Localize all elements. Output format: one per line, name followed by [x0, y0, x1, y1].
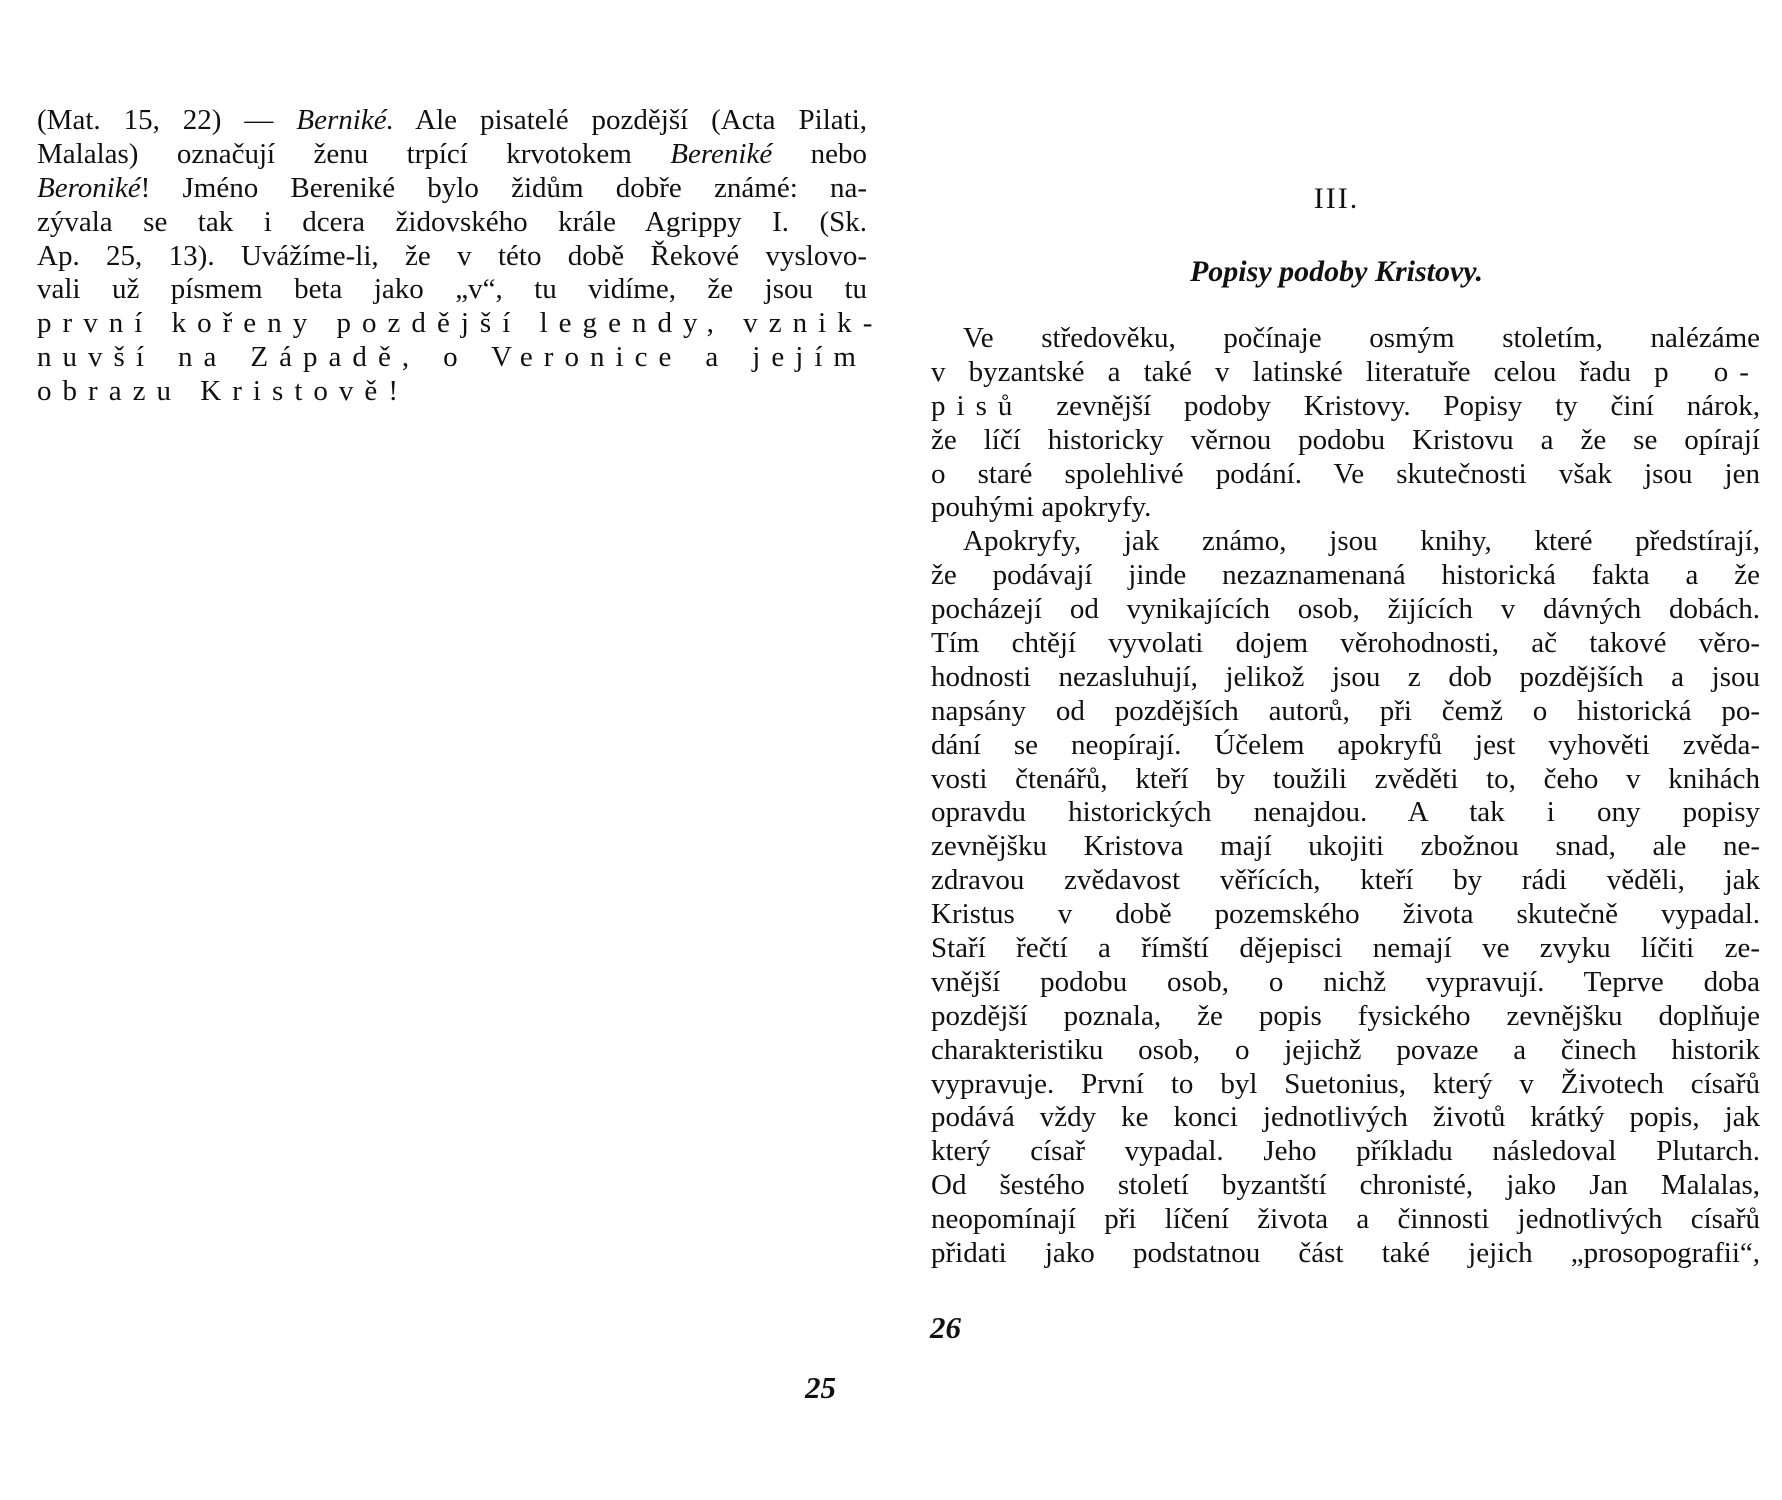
text-line — [931, 864, 1760, 898]
text-line — [931, 830, 1760, 864]
text-segment: pouhými apokryfy. — [931, 491, 1152, 524]
text-segment: o staré spolehlivé podání. Ve skutečnosti však jsou jen — [931, 457, 1760, 490]
right-page-text — [931, 322, 1760, 1271]
text-line — [931, 898, 1760, 932]
page-number-left: 25 — [805, 1370, 836, 1405]
text-line — [931, 424, 1760, 458]
italic-name: Berniké. — [296, 104, 394, 136]
text-line — [37, 172, 867, 206]
text-line — [931, 729, 1760, 763]
text-segment: Staří řečtí a římští dějepisci nemají ve zvyku líčiti ze- — [931, 932, 1760, 965]
text-line — [931, 1237, 1760, 1271]
text-segment: opravdu historických nenajdou. A tak i ony popisy — [931, 796, 1760, 829]
text-segment: že podávají jinde nezaznamenaná historická fakta a že — [931, 559, 1760, 592]
spaced-text: nuvší na Západě, o Veronice a jejím — [37, 341, 867, 374]
text-line — [37, 307, 884, 341]
text-line — [931, 1101, 1760, 1135]
text-line — [931, 491, 1760, 525]
left-page-text — [37, 104, 884, 409]
text-line — [931, 1203, 1760, 1237]
text-line — [931, 458, 1760, 492]
text-segment: Ale pisatelé pozdější (Acta Pilati, — [393, 104, 867, 136]
text-line — [931, 627, 1760, 661]
spaced-text: pisů — [931, 389, 1024, 422]
text-segment: Malalas) označují ženu trpící krvotokem — [37, 137, 671, 170]
text-segment: Kristus v době pozemského života skutečně vypadal. — [931, 898, 1760, 931]
text-segment: Apokryfy, jak známo, jsou knihy, které předstírají, — [963, 525, 1760, 558]
text-segment: pocházejí od vynikajících osob, žijících v dávných dobách. — [931, 593, 1760, 626]
right-page — [891, 0, 1782, 1500]
spaced-text: obrazu Kristově! — [37, 375, 409, 408]
text-line — [37, 341, 867, 375]
text-segment: hodnosti nezasluhují, jelikož jsou z dob pozdějších a jsou — [931, 660, 1760, 693]
text-segment: nebo — [772, 137, 868, 170]
text-segment: vypravuje. První to byl Suetonius, který v Životech císařů — [931, 1067, 1760, 1100]
text-segment: Od šestého století byzantští chronisté, jako Jan Malalas, — [931, 1169, 1760, 1202]
text-line — [931, 661, 1760, 695]
text-segment: charakteristiku osob, o jejichž povaze a činech historik — [931, 1033, 1760, 1066]
text-segment: který císař vypadal. Jeho příkladu následoval Plutarch. — [931, 1135, 1760, 1168]
page-number-right: 26 — [930, 1310, 961, 1345]
text-line — [931, 1169, 1760, 1203]
text-segment: že líčí historicky věrnou podobu Kristovu a že se opírají — [931, 423, 1760, 456]
italic-name: Beroniké — [37, 171, 141, 204]
text-segment: vnější podobu osob, o nichž vypravují. Teprve doba — [931, 965, 1760, 998]
text-line — [37, 375, 867, 409]
text-line — [931, 356, 1760, 390]
chapter-number: III. — [1313, 182, 1360, 215]
text-line — [37, 206, 867, 240]
chapter-title: Popisy podoby Kristovy. — [1189, 255, 1483, 288]
text-segment: zývala se tak i dcera židovského krále Agrippy I. (Sk. — [37, 205, 867, 238]
text-line — [931, 796, 1760, 830]
text-segment: vosti čtenářů, kteří by toužili zvěděti to, čeho v knihách — [931, 762, 1760, 795]
text-segment: napsány od pozdějších autorů, při čemž o historická po- — [931, 694, 1760, 727]
text-line — [931, 1068, 1760, 1102]
text-segment: pozdější poznala, že popis fysického zevnějšku doplňuje — [931, 999, 1760, 1032]
text-line — [931, 932, 1760, 966]
text-segment: v byzantské a také v latinské literatuře celou řadu — [931, 355, 1655, 388]
text-line — [931, 1135, 1760, 1169]
text-line — [931, 1034, 1760, 1068]
text-line — [931, 322, 1760, 356]
text-segment: přidati jako podstatnou část také jejich „prosopografii“, — [931, 1237, 1760, 1270]
text-segment: vali už písmem beta jako „v“, tu vidíme, že jsou tu — [37, 273, 867, 306]
text-segment: zevnějšku Kristova mají ukojiti zbožnou snad, ale ne- — [931, 830, 1760, 863]
text-segment: dání se neopírají. Účelem apokryfů jest vyhověti zvěda- — [931, 728, 1760, 761]
text-line — [931, 763, 1760, 797]
text-segment: zdravou zvědavost věřících, kteří by rádi věděli, jak — [931, 864, 1760, 897]
text-line — [37, 138, 867, 172]
text-segment: neopomínají při líčení života a činnosti jednotlivých císařů — [931, 1203, 1760, 1236]
spaced-text: p o- — [1654, 355, 1760, 388]
text-segment: Tím chtějí vyvolati dojem věrohodnosti, ač takové věro- — [931, 627, 1760, 660]
text-line — [931, 559, 1760, 593]
text-segment: Ve středověku, počínaje osmým stoletím, nalézáme — [963, 322, 1760, 354]
text-segment: Ap. 25, 13). Uvážíme-li, že v této době Řekové vyslovo- — [37, 239, 867, 272]
text-line — [931, 593, 1760, 627]
text-segment: zevnější podoby Kristovy. Popisy ty činí nárok, — [1023, 389, 1760, 422]
text-segment: podává vždy ke konci jednotlivých životů krátký popis, jak — [931, 1101, 1760, 1134]
text-line — [931, 390, 1760, 424]
spaced-text: první kořeny pozdější legendy, vznik- — [37, 307, 884, 340]
text-line — [931, 525, 1760, 559]
italic-name: Bereniké — [670, 137, 773, 170]
text-line — [37, 104, 867, 138]
text-line — [37, 240, 867, 274]
text-line — [931, 695, 1760, 729]
text-line — [931, 966, 1760, 1000]
text-line — [37, 273, 867, 307]
text-segment: (Mat. 15, 22) — — [37, 104, 297, 136]
text-segment: ! Jméno Bereniké bylo židům dobře známé: na- — [140, 171, 867, 204]
text-line — [931, 1000, 1760, 1034]
